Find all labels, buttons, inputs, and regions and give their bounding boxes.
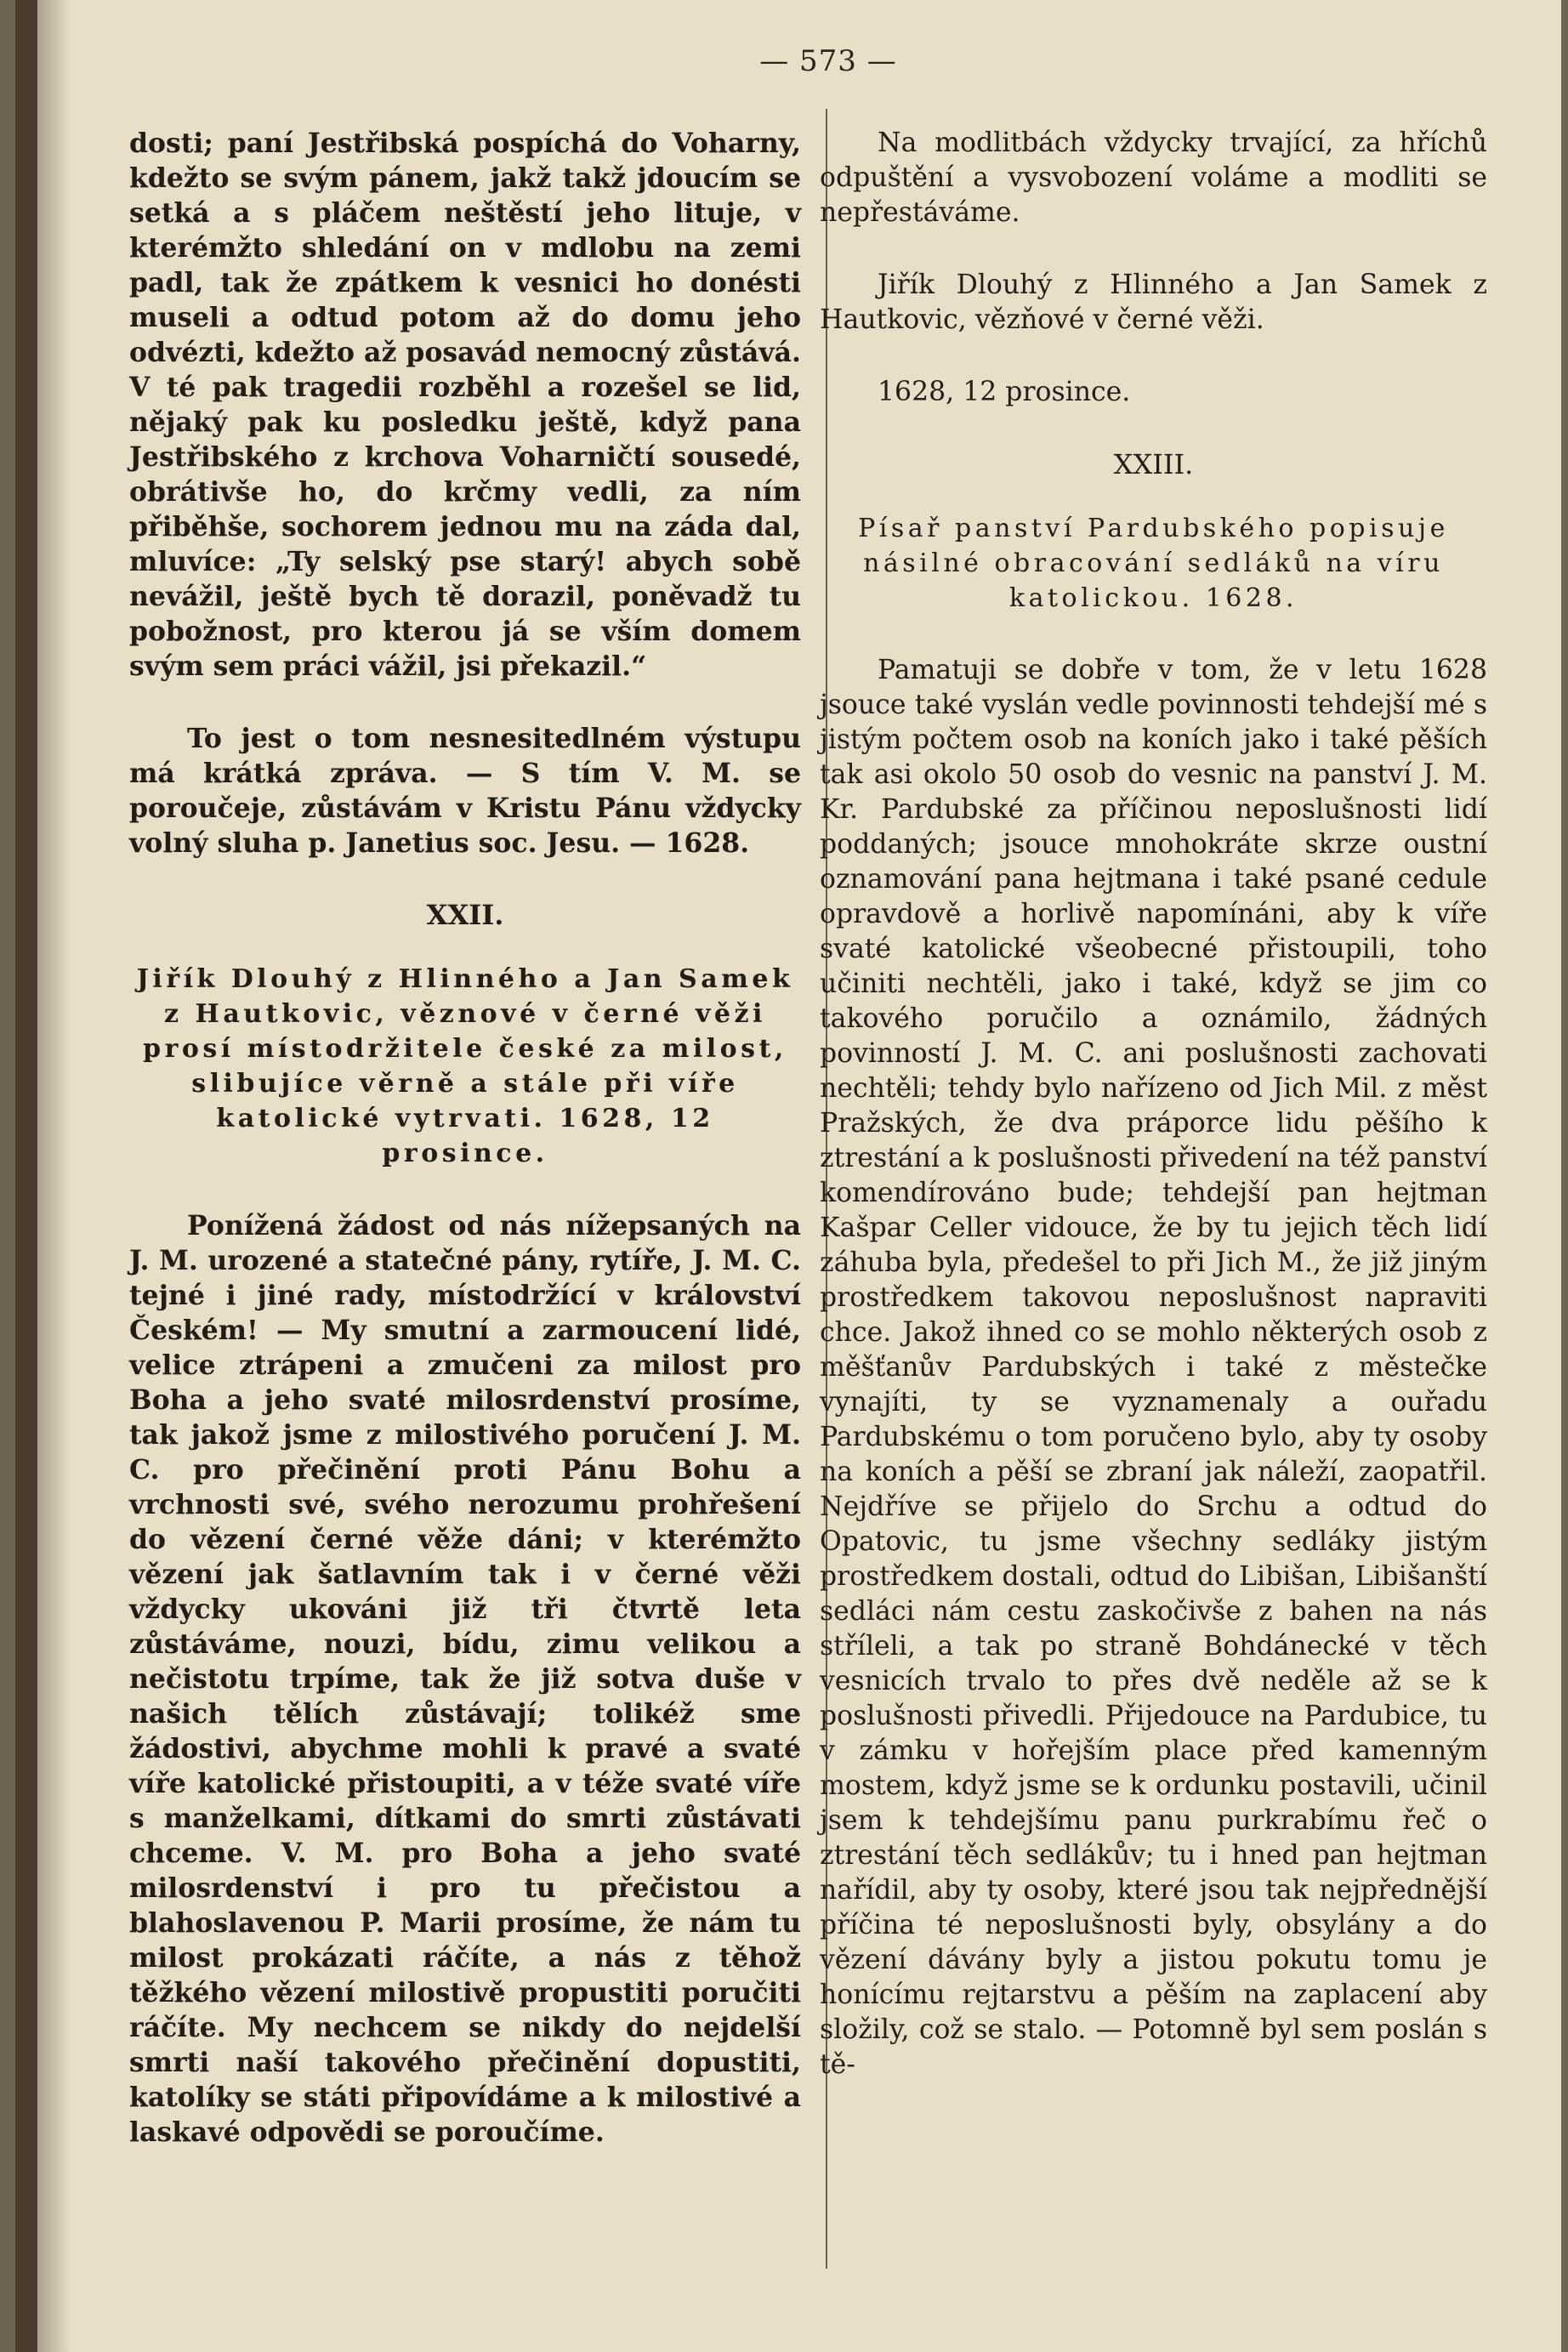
left-paragraph-1: dosti; paní Jestřibská pospíchá do Voharny, kdežto se svým pánem, jakž takž jdoucím se setká a s pláčem neštěstí jeho lituje, v kterémžto shledání on v mdlobu na zemi padl, tak že zpátkem k vesnici ho donésti museli a odtud potom až do domu jeho odvézti, kdežto až posavád nemocný zůstává. V té pak tragedii rozběhl a rozešel se lid, nějaký pak ku posledku ještě, když pana Jestřibského z krchova Voharničtí sousedé, obrátivše ho, do krčmy vedli, za ním přiběhše, sochorem jednou mu na záda dal, mluvíce: „Ty selský pse starý! abych sobě nevážil, ještě bych tě dorazil, poněvadž tu pobožnost, pro kterou já se vším domem svým sem práci vážil, jsi překazil.“ <box>129 128 801 682</box>
left-column <box>129 126 801 2150</box>
section-heading-xxiii: XXIII. <box>1113 448 1194 480</box>
binding-shadow <box>37 0 71 2352</box>
page-number: — 573 — <box>759 44 897 78</box>
section-heading-xxii: XXII. <box>426 899 504 931</box>
right-date-line: 1628, 12 prosince. <box>878 377 1131 407</box>
section-title-xxiii: Písař panství Pardubského popisuje násilné obracování sedláků na víru katolickou. 1628. <box>858 514 1449 613</box>
book-page <box>15 0 1561 2352</box>
right-paragraph-3: Pamatuji se dobře v tom, že v letu 1628 jsouce také vyslán vedle povinnosti tehdejší mé s jistým počtem osob na koních jako i také pěších tak asi okolo 50 osob do vesnic na panství J. M. Kr. Pardubské za příčinou neposlušnosti lidí poddaných; jsouce mnohokráte skrze oustní oznamování pana hejtmana i také psané cedule opravdově a horlivě napomínáni, aby k víře svaté katolické všeobecné přistoupili, toho učiniti nechtěli, jako i také, když se jim co takového poručilo a oznámilo, žádných povinností J. M. C. ani poslušnosti zachovati nechtěli; tehdy bylo nařízeno od Jich Mil. z měst Pražských, že dva práporce lidu pěšího k ztrestání a k poslušnosti přivedení na též panství komendírováno bude; tehdejší pan hejtman Kašpar Celler vidouce, že by tu jejich těch lidí záhuba byla, předešel to při Jich M., že již jiným prostředkem takovou neposlušnost napraviti chce. Jakož ihned co se mohlo některých osob z měšťanův Pardubských i také z městečke vynajíti, ty se vyznamenaly a ouřadu Pardubskému o tom poručeno bylo, aby ty osoby na koních a pěší se zbraní jak náleží, zaopatřil. Nejdříve se přijelo do Srchu a odtud do Opatovic, tu jsme všechny sedláky jistým prostředkem dostali, odtud do Libišan, Libišanští sedláci nám cestu zaskočivše z bahen na nás stříleli, a tak po straně Bohdánecké v těch vesnicích trvalo to přes dvě neděle až se k poslušnosti přivedli. Přijedouce na Pardubice, tu v zámku v hořejším place před kamenným mostem, když jsme se k ordunku postavili, učinil jsem k tehdejšímu panu purkrabímu řeč o ztrestání těch sedlákův; tu i hned pan hejtman nařídil, aby ty osoby, které jsou tak nejpřednější příčina té neposlušnosti byly, obsylány a do vězení dávány byly a jistou pokutu tomu je honícímu rejtarstvu a pěším na zaplacení aby složily, což se stalo. — Potomně byl sem poslán s tě- <box>820 655 1487 2080</box>
right-paragraph-2: Jiřík Dlouhý z Hlinného a Jan Samek z Hautkovic, vězňové v černé věži. <box>820 270 1487 335</box>
left-paragraph-3: Ponížená žádost od nás nížepsaných na J. M. urozené a statečné pány, rytíře, J. M. C. tejné i jiné rady, místodržící v království Českém! — My smutní a zarmoucení lidé, velice ztrápeni a zmučeni za milost pro Boha a jeho svaté milosrdenství prosíme, tak jakož jsme z milostivého poručení J. M. C. pro přečinění proti Pánu Bohu a vrchnosti své, svého nerozumu prohřešení do vězení černé věže dáni; v kterémžto vězení jak šatlavním tak i v černé věži vždycky ukováni již tři čtvrtě leta zůstáváme, nouzi, bídu, zimu velikou a nečistotu trpíme, tak že již sotva duše v našich tělích zůstávají; tolikéž sme žádostivi, abychme mohli k pravé a svaté víře katolické přistoupiti, a v téže svaté víře s manželkami, dítkami do smrti zůstávati chceme. V. M. pro Boha a jeho svaté milosrdenství i pro tu přečistou a blahoslavenou P. Marii prosíme, že nám tu milost prokázati ráčíte, a nás z těhož těžkého vězení milostivě propustiti poručiti ráčíte. My nechcem se nikdy do nejdelší smrti naší takového přečinění dopustiti, katolíky se státi připovídáme a k milostivé a laskavé odpovědi se poroučíme. <box>129 1210 801 2148</box>
right-paragraph-1: Na modlitbách vždycky trvající, za hříchů odpuštění a vysvobození voláme a modliti se nepřestáváme. <box>820 128 1487 228</box>
left-paragraph-2: To jest o tom nesnesitedlném výstupu má krátká zpráva. — S tím V. M. se poroučeje, zůstávám v Kristu Pánu vždycky volný sluha p. Janetius soc. Jesu. — 1628. <box>129 723 801 859</box>
right-column <box>820 126 1487 2082</box>
section-title-xxii: Jiřík Dlouhý z Hlinného a Jan Samek z Hautkovic, věznové v černé věži prosí místodržitele české za milost, slibujíce věrně a stále při víře katolické vytrvati. 1628, 12 prosince. <box>136 964 794 1168</box>
